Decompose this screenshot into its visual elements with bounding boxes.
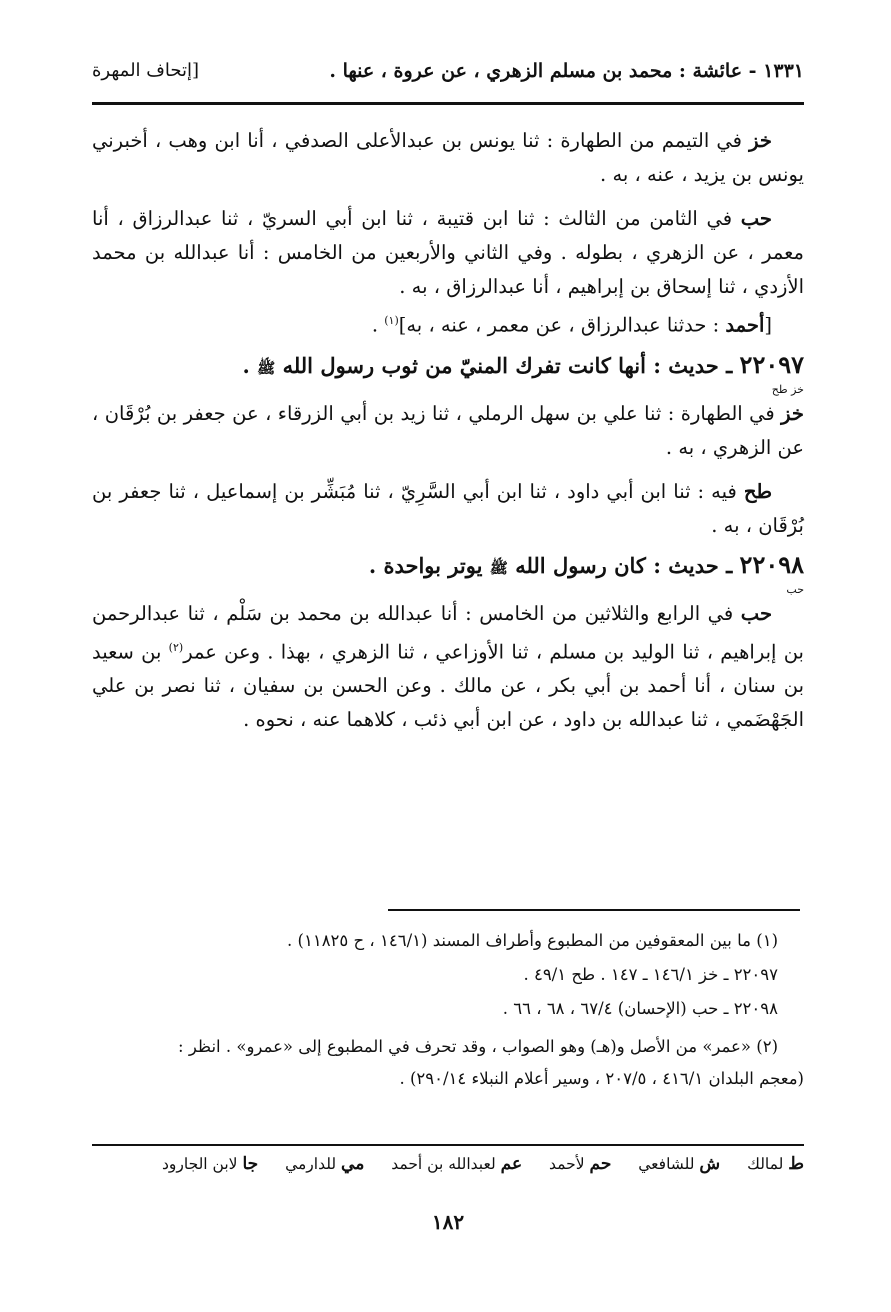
legend-item [391,1155,522,1173]
page-number: ١٨٢ [431,1210,465,1234]
book-title: [إتحاف المهرة [92,60,200,81]
paragraph-text: في الثامن من الثالث : ثنا ابن قتيبة ، ثنا ابن أبي السريّ ، ثنا عبدالرزاق ، أنا معمر ، عن الزهري ، بطوله . وفي الثاني والأربعين من الخامس : أنا عبدالله بن محمد الأزدي ، ثنا إسحاق بن إبراهيم ، أنا عبدالرزاق ، به . [92,207,804,298]
legend-label: لمالك [747,1155,784,1173]
legend-item [285,1155,364,1173]
hadith-heading-22097 [92,349,804,384]
hadith-end: . [242,352,258,378]
paragraph-text: : حدثنا عبدالرزاق ، عن معمر ، عنه ، به] [398,313,720,337]
legend-label: لأحمد [549,1155,585,1173]
footnote-2-cont: (معجم البلدان ٤١٦/١ ، ٢٠٧/٥ ، وسير أعلام النبلاء ٢٩٠/١٤) . [399,1069,804,1088]
paragraph-2 [92,202,804,304]
hadith-number: ٢٢٠٩٨ [739,549,804,579]
legend-label: للشافعي [638,1155,695,1173]
legend-item [747,1155,804,1173]
paragraph-1 [92,124,804,192]
legend-item [162,1155,258,1173]
source-sigla: خز طح [771,382,804,396]
hadith-number: ٢٢٠٩٧ [739,349,804,379]
legend-abbr: مي [341,1154,365,1174]
running-title: ١٣٣١ - عائشة : محمد بن مسلم الزهري ، عن عروة ، عنها . [329,60,804,82]
hadith-heading-22098 [92,549,804,584]
honorific-glyph: ﷺ [257,358,276,377]
bracket-open: [ [764,313,772,337]
paragraph-text: في الرابع والثلاثين من الخامس : أنا عبدالله بن محمد بن سَلْم ، ثنا عبدالرحمن بن إبراهيم ، ثنا الوليد بن مسلم ، ثنا الأوزاعي ، ثنا الزهري ، بهذا . وعن عمر [92,601,804,663]
paragraph-5 [92,475,804,543]
source-sigla: حب [786,582,804,596]
main-text [92,124,804,737]
footnote-1-ref-a: ٢٢٠٩٧ ـ خز ١٤٦/١ ـ ١٤٧ . طح ٤٩/١ . [523,965,778,984]
honorific-glyph: ﷺ [489,558,508,577]
header-rule [92,102,804,105]
footnote-rule [388,909,800,911]
paragraph-text: في التيمم من الطهارة : ثنا يونس بن عبدالأعلى الصدفي ، أنا ابن وهب ، أخبرني يونس بن يزيد ، عنه ، به . [92,129,804,186]
hadith-label: ـ حديث : أنها كانت تفرك المنيّ من ثوب رسول الله [282,352,733,378]
footnote-ref[interactable]: (١) [384,314,399,327]
paragraph-end: . [371,313,385,337]
source-abbr: طح [743,479,772,503]
paragraph-text-cont: بن سعيد بن سنان ، أنا أحمد بن أبي بكر ، عن مالك . وعن الحسن بن سفيان ، ثنا نصر بن علي الجَهْضَمي ، ثنا عبدالله بن داود ، عن ابن أبي ذئب ، كلاهما عنه ، نحوه . [92,640,804,731]
page-header [92,52,804,92]
footnote-ref[interactable]: (٢) [168,640,184,654]
legend-abbr: ط [788,1154,804,1174]
source-abbr: أحمد [725,313,765,337]
source-abbr: خز [781,401,804,425]
legend-rule [92,1144,804,1146]
footnote-1: (١) ما بين المعقوفين من المطبوع وأطراف المسند (١٤٦/١ ، ح ١١٨٢٥) . [287,931,778,950]
hadith-label-end: يوتر بواحدة . [368,552,483,578]
legend-abbr: جا [242,1154,259,1174]
footnotes [92,924,804,1094]
legend-label: لابن الجارود [161,1155,238,1173]
legend-abbr: حم [589,1154,612,1174]
legend-item [638,1155,720,1173]
source-abbr: حب [740,207,772,230]
footnote-1-ref-b: ٢٢٠٩٨ ـ حب (الإحسان) ٦٧/٤ ، ٦٨ ، ٦٦ . [502,999,778,1018]
paragraph-6 [92,597,804,738]
legend-abbr: ش [699,1154,721,1174]
legend-abbr: عم [500,1154,523,1174]
paragraph-3 [92,304,804,343]
legend-label: لعبدالله بن أحمد [391,1155,496,1173]
legend-label: للدارمي [285,1155,337,1173]
paragraph-4 [92,397,804,465]
legend-item [549,1155,611,1173]
abbreviation-legend [140,1154,804,1174]
hadith-label: ـ حديث : كان رسول الله [515,552,733,578]
paragraph-text: في الطهارة : ثنا علي بن سهل الرملي ، ثنا زيد بن أبي الزرقاء ، عن جعفر بن بُرْقَان ، عن الزهري ، به . [92,401,804,459]
source-abbr: خز [749,129,772,152]
source-abbr: حب [740,601,772,625]
footnote-2: (٢) «عمر» من الأصل و(هـ) وهو الصواب ، وقد تحرف في المطبوع إلى «عمرو» . انظر : [178,1037,778,1056]
paragraph-text: فيه : ثنا ابن أبي داود ، ثنا ابن أبي السَّرِيّ ، ثنا مُبَشِّر بن إسماعيل ، ثنا جعفر بن بُرْقَان ، به . [92,479,804,537]
